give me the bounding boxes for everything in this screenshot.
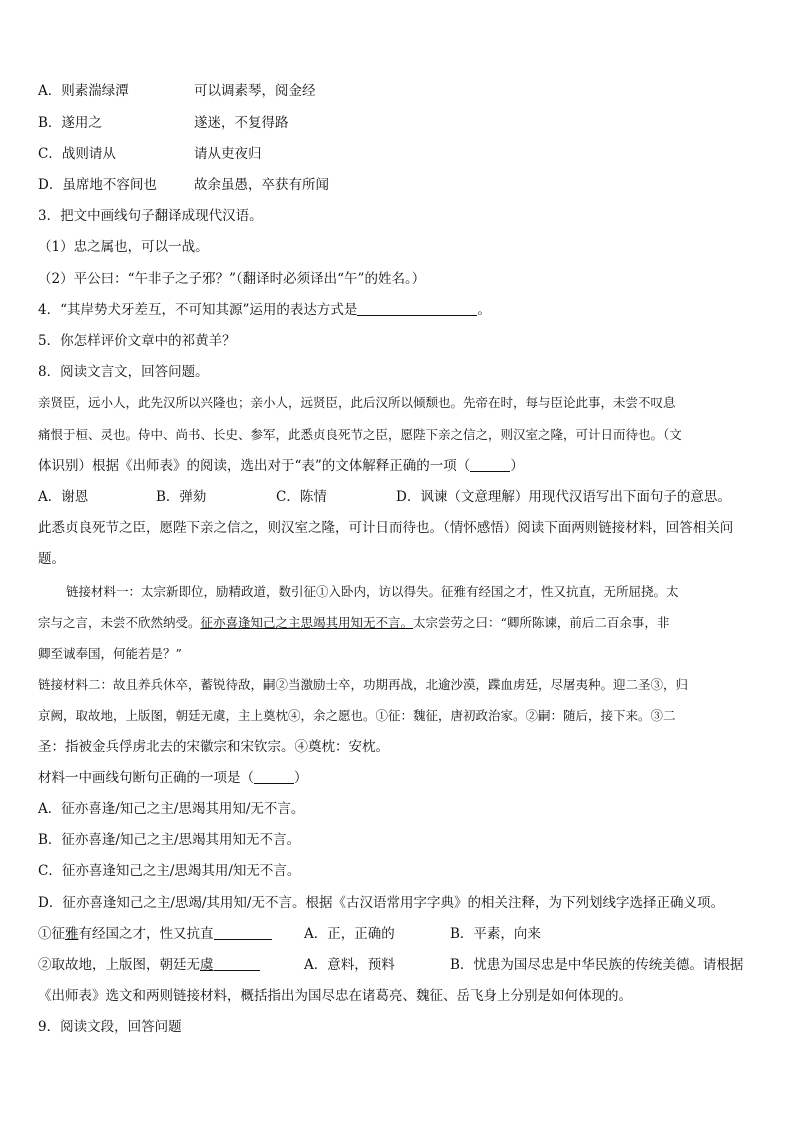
opt-a: A．谢恩: [38, 489, 89, 505]
question-3-title: 3．把文中画线句子翻译成现代汉语。: [38, 208, 263, 224]
final-question-line: 《出师表》选文和两则链接材料，概括指出为国尽忠在诸葛亮、魏征、岳飞身上分别是如何体现的。: [38, 988, 632, 1004]
question-8: 8．阅读文言文，回答问题。: [38, 364, 209, 380]
passage-line-3-text: 体识别）根据《出师表》的阅读，选出对于“表”的文体解释正确的一项（: [38, 458, 471, 474]
body-line-16: 题。: [38, 551, 65, 567]
word-item-2-text: ②取故地，上版图，朝廷无: [38, 957, 200, 973]
material-1-line-1: 链接材料一：太宗新即位，励精政道，数引征①入卧内，访以得失。征雅有经国之才，性又抗直，无所屈挠。太: [66, 584, 679, 599]
answer-blank[interactable]: [470, 457, 510, 472]
option-a-row: [38, 82, 316, 100]
option-d-left: D．虽席地不容间也: [38, 177, 157, 193]
body-line-15: 此悉贞良死节之臣，愿陛下亲之信之，则汉室之隆，可计日而待也。（情怀感悟）阅读下面两则链接材料，回答相关问: [38, 520, 734, 536]
option-a-right: 可以调素琴，阅金经: [194, 83, 316, 99]
material-1-text-end: 太宗尝劳之曰：“卿所陈谏，前后二百余事，非: [413, 615, 670, 630]
question-4: [38, 301, 491, 319]
material-2-line-1: 链接材料二：故且养兵休卒，蓄锐待敌，嗣②当激励士卒，功期再战，北逾沙漠，蹀血虏廷，尽屠夷种。迎二圣③，归: [38, 677, 689, 692]
word-item-2-target: 虞: [200, 957, 214, 973]
question-4-end: 。: [477, 302, 491, 318]
passage-line-2: 痛恨于桓、灵也。侍中、尚书、长史、参军，此悉贞良死节之臣，愿陛下亲之信之，则汉室之隆，可计日而待也。（文: [38, 427, 682, 442]
word-item-2-option-a: A．意料，预料: [304, 957, 395, 973]
option-c-left: C．战则请从: [38, 146, 116, 162]
material-2-line-2: 京阙，取故地，上版图，朝廷无虞，主上奠枕④，余之愿也。①征：魏征，唐初政治家。②嗣：随后，接下来。③二: [38, 708, 676, 723]
opt-d: D．讽谏（文意理解）用现代汉语写出下面句子的意思。: [396, 489, 731, 505]
material-1-line-3: 卿至诚奉国，何能若是？”: [38, 646, 182, 661]
word-item-1-target: 雅: [65, 926, 79, 942]
option-a-left: A．则素湍绿潭: [38, 83, 129, 99]
material-2-line-3: 圣：指被金兵俘虏北去的宋徽宗和宋钦宗。④奠枕：安枕。: [38, 739, 389, 755]
word-item-1-text-end: 有经国之才，性又抗直: [78, 926, 214, 942]
answer-blank[interactable]: [214, 956, 260, 971]
question-3-item-1: （1）忠之属也，可以一战。: [38, 239, 209, 255]
passage-line-1: 亲贤臣，远小人，此先汉所以兴隆也；亲小人，远贤臣，此后汉所以倾颓也。先帝在时，每与臣论此事，未尝不叹息: [38, 395, 676, 410]
option-b-left: B．遂用之: [38, 115, 102, 131]
material-1-line-2: [38, 614, 669, 632]
word-item-1-option-b: B．平素，向来: [450, 926, 541, 942]
option-b-row: [38, 114, 289, 132]
answer-blank[interactable]: [357, 301, 477, 316]
word-item-1-option-a: A．正，正确的: [304, 926, 395, 942]
option-d-row: [38, 176, 329, 194]
material-1-text: 宗与之言，未尝不欣然纳受。: [38, 615, 201, 630]
passage-line-3-end: ）: [510, 458, 524, 474]
question-5: 5．你怎样评价文章中的祁黄羊？: [38, 333, 236, 349]
option-c-right: 请从吏夜归: [194, 146, 262, 162]
word-item-1-text: ①征: [38, 926, 65, 942]
question-break-text: 材料一中画线句断句正确的一项是（: [38, 770, 254, 786]
answer-blank[interactable]: [214, 925, 272, 940]
material-1-underlined: 征亦喜逢知己之主思竭其用知无不言。: [200, 615, 414, 630]
option-b-right: 遂迷，不复得路: [194, 115, 289, 131]
question-9: 9．阅读文段，回答问题: [38, 1019, 182, 1035]
word-item-2-option-b: B．忧患为国尽忠是中华民族的传统美德。请根据: [450, 957, 744, 973]
break-option-b: B．征亦喜逢/知己之主/思竭其用知无不言。: [38, 832, 301, 848]
question-3-item-2: （2）平公曰：“午非子之子邪？”（翻译时必须译出“午”的姓名。）: [38, 271, 426, 287]
option-c-row: [38, 145, 262, 163]
question-4-text: 4．“其岸势犬牙差互，不可知其源”运用的表达方式是: [38, 302, 358, 318]
question-break-end: ）: [294, 770, 308, 786]
word-item-1: [38, 925, 541, 943]
opt-b: B．弹劾: [156, 489, 207, 505]
opt-c: C．陈情: [276, 489, 327, 505]
answer-blank[interactable]: [254, 769, 294, 784]
option-d-right: 故余虽愚，卒获有所闻: [194, 177, 329, 193]
question-break: [38, 769, 308, 787]
break-option-a: A．征亦喜逢/知己之主/思竭其用知/无不言。: [38, 801, 305, 817]
break-option-d: D．征亦喜逢知己之主/思竭/其用知/无不言。根据《古汉语常用字字典》的相关注释，为下列划线字选择正确义项。: [38, 895, 724, 911]
passage-line-3: [38, 457, 524, 475]
option-row: [38, 488, 731, 506]
word-item-2: [38, 956, 744, 974]
break-option-c: C．征亦喜逢知己之主/思竭其用/知无不言。: [38, 863, 301, 879]
